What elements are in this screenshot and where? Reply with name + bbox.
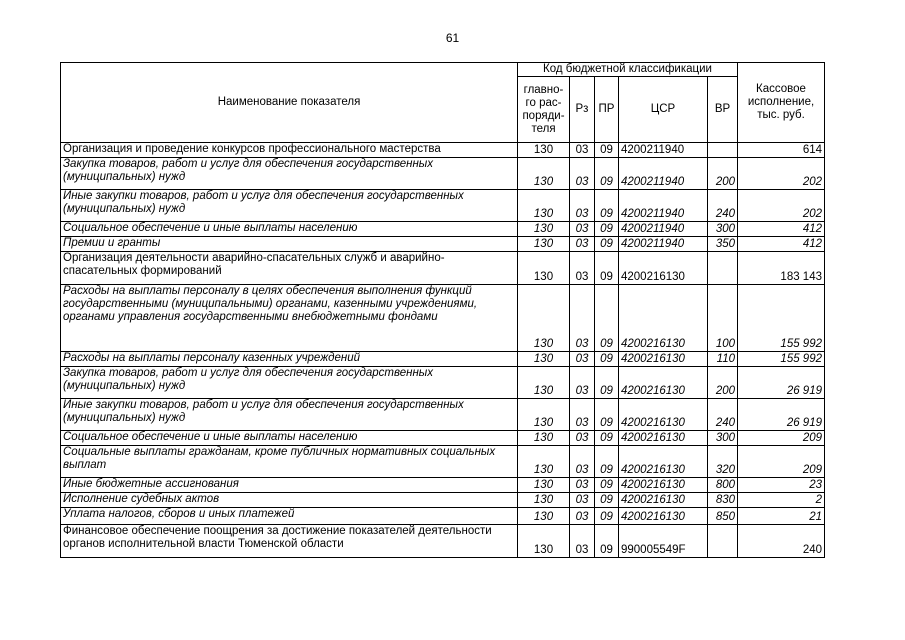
table-row — [61, 143, 825, 158]
table-header — [61, 63, 825, 143]
table-row — [61, 352, 825, 367]
row-chief-administrator: 130 — [518, 190, 570, 222]
row-vr: 200 — [708, 158, 738, 190]
table-row — [61, 252, 825, 285]
row-name: Расходы на выплаты персоналу в целях обеспечения выполнения функций государственными (муниципальными) органами, казенными учреждениями, органами управления государственными внебюджетными фондами — [61, 285, 518, 352]
row-name: Социальные выплаты гражданам, кроме публичных нормативных социальных выплат — [61, 446, 518, 478]
row-pr: 09 — [595, 508, 619, 525]
row-vr: 100 — [708, 285, 738, 352]
row-name: Расходы на выплаты персоналу казенных учреждений — [61, 352, 518, 367]
header-chief-administrator: главно-го рас-поряди-теля — [518, 77, 570, 143]
row-vr: 850 — [708, 508, 738, 525]
table-row — [61, 285, 825, 352]
row-vr: 110 — [708, 352, 738, 367]
row-amount: 21 — [738, 508, 825, 525]
row-csr: 4200211940 — [619, 190, 708, 222]
row-rz: 03 — [570, 399, 595, 431]
row-csr: 4200216130 — [619, 285, 708, 352]
row-vr: 320 — [708, 446, 738, 478]
table-row — [61, 399, 825, 431]
row-pr: 09 — [595, 237, 619, 252]
row-csr: 4200216130 — [619, 493, 708, 508]
row-chief-administrator: 130 — [518, 525, 570, 558]
row-amount: 209 — [738, 431, 825, 446]
row-amount: 26 919 — [738, 367, 825, 399]
row-amount: 202 — [738, 158, 825, 190]
row-rz: 03 — [570, 143, 595, 158]
row-chief-administrator: 130 — [518, 493, 570, 508]
row-vr: 240 — [708, 399, 738, 431]
row-vr: 200 — [708, 367, 738, 399]
row-name: Премии и гранты — [61, 237, 518, 252]
row-pr: 09 — [595, 158, 619, 190]
row-amount: 614 — [738, 143, 825, 158]
row-csr: 4200211940 — [619, 222, 708, 237]
row-amount: 183 143 — [738, 252, 825, 285]
table-row — [61, 367, 825, 399]
row-chief-administrator: 130 — [518, 252, 570, 285]
row-rz: 03 — [570, 252, 595, 285]
row-csr: 4200216130 — [619, 446, 708, 478]
header-vr: ВР — [708, 77, 738, 143]
row-csr: 4200216130 — [619, 478, 708, 493]
row-chief-administrator: 130 — [518, 143, 570, 158]
row-pr: 09 — [595, 143, 619, 158]
row-csr: 4200211940 — [619, 158, 708, 190]
row-rz: 03 — [570, 190, 595, 222]
table-row — [61, 158, 825, 190]
row-name: Исполнение судебных актов — [61, 493, 518, 508]
table-row — [61, 493, 825, 508]
header-csr: ЦСР — [619, 77, 708, 143]
header-code-group: Код бюджетной классификации — [518, 63, 738, 77]
row-pr: 09 — [595, 478, 619, 493]
row-pr: 09 — [595, 285, 619, 352]
budget-table — [60, 62, 825, 558]
header-cash-execution: Кассовое исполнение, тыс. руб. — [738, 63, 825, 143]
row-chief-administrator: 130 — [518, 478, 570, 493]
row-chief-administrator: 130 — [518, 367, 570, 399]
row-name: Организация деятельности аварийно-спасательных служб и аварийно-спасательных формирований — [61, 252, 518, 285]
row-name: Социальное обеспечение и иные выплаты населению — [61, 431, 518, 446]
row-name: Иные закупки товаров, работ и услуг для обеспечения государственных (муниципальных) нужд — [61, 399, 518, 431]
row-amount: 155 992 — [738, 285, 825, 352]
row-rz: 03 — [570, 525, 595, 558]
row-chief-administrator: 130 — [518, 237, 570, 252]
row-pr: 09 — [595, 399, 619, 431]
row-rz: 03 — [570, 158, 595, 190]
header-name: Наименование показателя — [61, 63, 518, 143]
row-csr: 4200216130 — [619, 252, 708, 285]
row-pr: 09 — [595, 446, 619, 478]
table-row — [61, 508, 825, 525]
table-row — [61, 237, 825, 252]
header-rz: Рз — [570, 77, 595, 143]
row-amount: 2 — [738, 493, 825, 508]
row-name: Закупка товаров, работ и услуг для обеспечения государственных (муниципальных) нужд — [61, 367, 518, 399]
row-rz: 03 — [570, 508, 595, 525]
row-rz: 03 — [570, 367, 595, 399]
table-row — [61, 431, 825, 446]
row-name: Закупка товаров, работ и услуг для обеспечения государственных (муниципальных) нужд — [61, 158, 518, 190]
row-csr: 4200216130 — [619, 508, 708, 525]
row-pr: 09 — [595, 367, 619, 399]
row-pr: 09 — [595, 252, 619, 285]
row-rz: 03 — [570, 352, 595, 367]
row-amount: 412 — [738, 237, 825, 252]
row-chief-administrator: 130 — [518, 158, 570, 190]
row-name: Организация и проведение конкурсов профессионального мастерства — [61, 143, 518, 158]
row-vr: 240 — [708, 190, 738, 222]
row-csr: 4200216130 — [619, 352, 708, 367]
row-vr — [708, 252, 738, 285]
row-vr: 300 — [708, 222, 738, 237]
row-pr: 09 — [595, 431, 619, 446]
table-body — [61, 143, 825, 558]
row-chief-administrator: 130 — [518, 285, 570, 352]
row-vr: 300 — [708, 431, 738, 446]
row-rz: 03 — [570, 237, 595, 252]
row-vr: 830 — [708, 493, 738, 508]
row-amount: 155 992 — [738, 352, 825, 367]
row-csr: 990005549F — [619, 525, 708, 558]
row-vr — [708, 525, 738, 558]
row-pr: 09 — [595, 222, 619, 237]
row-rz: 03 — [570, 493, 595, 508]
row-name: Уплата налогов, сборов и иных платежей — [61, 508, 518, 525]
row-vr — [708, 143, 738, 158]
row-chief-administrator: 130 — [518, 508, 570, 525]
row-pr: 09 — [595, 352, 619, 367]
row-chief-administrator: 130 — [518, 222, 570, 237]
row-csr: 4200216130 — [619, 367, 708, 399]
row-chief-administrator: 130 — [518, 446, 570, 478]
row-chief-administrator: 130 — [518, 399, 570, 431]
row-vr: 800 — [708, 478, 738, 493]
table-row — [61, 478, 825, 493]
row-csr: 4200216130 — [619, 399, 708, 431]
row-amount: 209 — [738, 446, 825, 478]
row-amount: 23 — [738, 478, 825, 493]
table-row — [61, 446, 825, 478]
row-name: Социальное обеспечение и иные выплаты населению — [61, 222, 518, 237]
row-name: Иные бюджетные ассигнования — [61, 478, 518, 493]
row-amount: 240 — [738, 525, 825, 558]
row-pr: 09 — [595, 493, 619, 508]
row-vr: 350 — [708, 237, 738, 252]
row-rz: 03 — [570, 285, 595, 352]
table-row — [61, 190, 825, 222]
row-rz: 03 — [570, 446, 595, 478]
row-rz: 03 — [570, 222, 595, 237]
row-rz: 03 — [570, 478, 595, 493]
row-amount: 412 — [738, 222, 825, 237]
row-csr: 4200211940 — [619, 143, 708, 158]
row-name: Иные закупки товаров, работ и услуг для обеспечения государственных (муниципальных) нужд — [61, 190, 518, 222]
header-pr: ПР — [595, 77, 619, 143]
row-amount: 26 919 — [738, 399, 825, 431]
row-pr: 09 — [595, 525, 619, 558]
row-pr: 09 — [595, 190, 619, 222]
row-chief-administrator: 130 — [518, 352, 570, 367]
row-csr: 4200211940 — [619, 237, 708, 252]
row-amount: 202 — [738, 190, 825, 222]
table-row — [61, 525, 825, 558]
row-name: Финансовое обеспечение поощрения за достижение показателей деятельности органов исполнительной власти Тюменской области — [61, 525, 518, 558]
row-rz: 03 — [570, 431, 595, 446]
page-number: 61 — [445, 31, 460, 45]
table-row — [61, 222, 825, 237]
row-csr: 4200216130 — [619, 431, 708, 446]
row-chief-administrator: 130 — [518, 431, 570, 446]
